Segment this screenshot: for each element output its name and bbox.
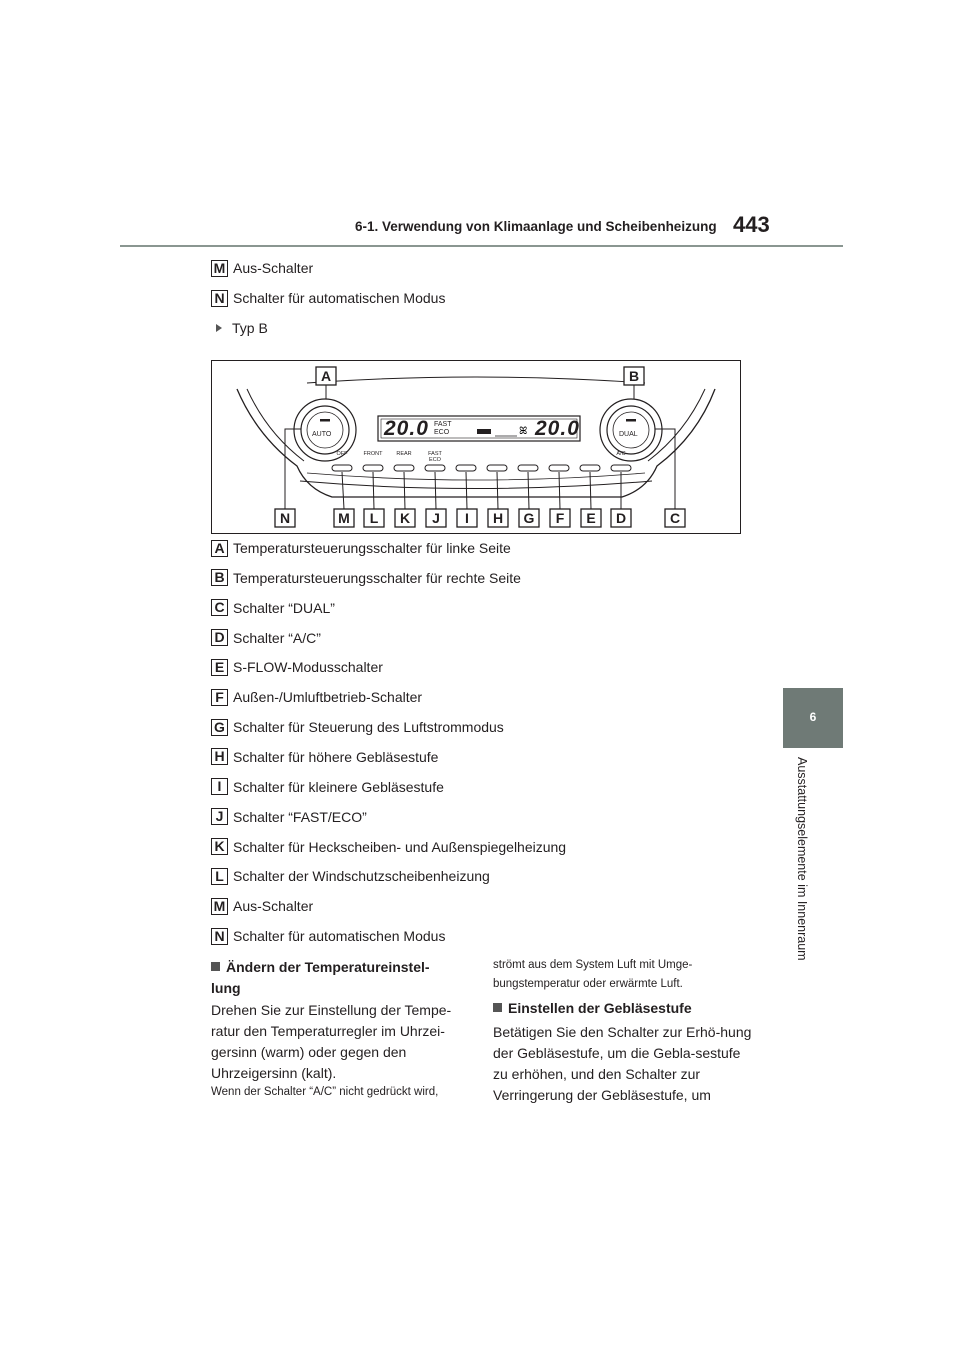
callout-leader bbox=[559, 472, 560, 509]
callout-letter: F bbox=[555, 510, 565, 526]
legend-item bbox=[211, 777, 444, 797]
key-badge: D bbox=[211, 629, 228, 646]
key-badge: N bbox=[211, 928, 228, 945]
legend-text: Schalter “A/C” bbox=[233, 629, 321, 646]
legend-text: Aus-Schalter bbox=[233, 898, 314, 915]
legend-text: Schalter der Windschutzscheibenheizung bbox=[233, 868, 490, 885]
panel-button bbox=[487, 465, 507, 471]
legend-item bbox=[211, 926, 445, 946]
key-badge: N bbox=[211, 290, 228, 307]
legend-text: Außen-/Umluftbetrieb-Schalter bbox=[233, 689, 423, 706]
panel-button bbox=[456, 465, 476, 471]
key-badge: H bbox=[211, 748, 228, 765]
chapter-number: 6 bbox=[809, 710, 817, 724]
panel-button bbox=[580, 465, 600, 471]
panel-button-label: FRONT bbox=[363, 451, 383, 457]
legend-text: Schalter für Steuerung des Luftstrommodus bbox=[233, 719, 504, 736]
callout-letter: M bbox=[338, 510, 350, 526]
panel-button bbox=[611, 465, 631, 471]
key-badge: M bbox=[211, 260, 228, 277]
section-heading: Einstellen der Gebläsestufe bbox=[493, 1000, 692, 1016]
legend-text: S-FLOW-Modusschalter bbox=[233, 659, 383, 676]
header-divider bbox=[120, 245, 843, 247]
callout-letter: I bbox=[465, 510, 469, 526]
legend-text: Temperatursteuerungsschalter für linke Seite bbox=[233, 540, 511, 556]
section-note-continued: strömt aus dem System Luft mit Umge-bungstemperatur oder erwärmte Luft. bbox=[493, 959, 693, 990]
list-item bbox=[211, 258, 313, 278]
climate-panel-illustration bbox=[212, 361, 740, 533]
panel-button bbox=[363, 465, 383, 471]
callout-leader bbox=[435, 472, 436, 509]
panel-button bbox=[332, 465, 352, 471]
key-badge: C bbox=[211, 599, 228, 616]
callout-letter: D bbox=[615, 510, 627, 526]
callout-letter: J bbox=[432, 510, 440, 526]
panel-button-label: OFF bbox=[336, 451, 348, 457]
top-callout-b: B bbox=[628, 368, 640, 384]
callout-letter: H bbox=[492, 510, 504, 526]
chapter-tab bbox=[783, 688, 843, 748]
panel-button-label: FAST ECO bbox=[428, 451, 442, 463]
triangle-bullet-icon bbox=[216, 324, 222, 332]
section-title: 6-1. Verwendung von Klimaanlage und Scheibenheizung bbox=[355, 219, 717, 234]
key-badge: I bbox=[211, 778, 228, 795]
callout-leader bbox=[497, 472, 498, 509]
callout-leader bbox=[404, 472, 405, 509]
svg-text:ꕤ: ꕤ bbox=[519, 426, 528, 437]
key-badge: M bbox=[211, 898, 228, 915]
legend-text: Schalter für automatischen Modus bbox=[233, 928, 446, 945]
legend-text: Schalter “DUAL” bbox=[233, 599, 335, 616]
panel-button bbox=[394, 465, 414, 471]
callout-letter: L bbox=[369, 510, 379, 526]
page-number: 443 bbox=[733, 212, 770, 237]
key-badge: K bbox=[211, 838, 228, 855]
callout-letter: C bbox=[669, 510, 681, 526]
key-badge: J bbox=[211, 808, 228, 825]
square-bullet-icon bbox=[211, 962, 220, 971]
type-heading bbox=[216, 320, 268, 336]
key-badge: G bbox=[211, 719, 228, 736]
panel-button-label: REAR bbox=[396, 451, 412, 457]
legend-item bbox=[211, 896, 313, 916]
key-badge: B bbox=[211, 569, 228, 586]
display-mode-label: FAST ECO bbox=[434, 421, 452, 436]
item-text: Schalter für automatischen Modus bbox=[233, 290, 446, 306]
key-badge: E bbox=[211, 659, 228, 676]
chapter-label: Ausstattungselemente im Innenraum bbox=[795, 757, 809, 961]
knob-label-dual: DUAL bbox=[619, 431, 638, 438]
panel-button bbox=[425, 465, 445, 471]
callout-leader bbox=[528, 472, 529, 509]
callout-leader bbox=[590, 472, 591, 509]
legend-text: Schalter für höhere Gebläsestufe bbox=[233, 748, 439, 765]
panel-button-label: A/C bbox=[616, 451, 626, 457]
temp-display-right: 20.0 bbox=[535, 417, 580, 440]
legend-item bbox=[211, 837, 566, 857]
callout-letter: K bbox=[399, 510, 411, 526]
square-bullet-icon bbox=[493, 1003, 502, 1012]
panel-button bbox=[518, 465, 538, 471]
callout-leader bbox=[342, 472, 344, 509]
list-item bbox=[211, 288, 445, 308]
key-badge: L bbox=[211, 868, 228, 885]
legend-item bbox=[211, 538, 511, 558]
temp-display-left: 20.0 bbox=[384, 417, 429, 440]
legend-item bbox=[211, 747, 438, 767]
legend-item bbox=[211, 807, 367, 827]
legend-item bbox=[211, 717, 504, 737]
key-badge: A bbox=[211, 540, 228, 557]
callout-letter: E bbox=[586, 510, 596, 526]
section-heading: Ändern der Temperatureinstel- lung bbox=[211, 959, 430, 996]
top-callout-a: A bbox=[320, 368, 332, 384]
section-note: Wenn der Schalter “A/C” nicht gedrückt wird, bbox=[211, 1086, 439, 1098]
callout-letter: N bbox=[279, 510, 291, 526]
legend-item bbox=[211, 628, 321, 648]
callout-leader bbox=[466, 472, 467, 509]
legend-item bbox=[211, 866, 490, 886]
callout-letter: G bbox=[523, 510, 535, 526]
type-label: Typ B bbox=[232, 320, 268, 336]
control-panel-figure bbox=[211, 360, 741, 534]
section-body: Drehen Sie zur Einstellung der Tempe-ratur den Temperaturregler im Uhrzei-gersinn (warm) oder gegen den Uhrzeigersinn (kalt). bbox=[211, 1002, 452, 1081]
legend-text: Schalter für kleinere Gebläsestufe bbox=[233, 778, 444, 795]
legend-item bbox=[211, 598, 335, 618]
key-badge: F bbox=[211, 689, 228, 706]
item-text: Aus-Schalter bbox=[233, 260, 314, 276]
section-body: Betätigen Sie den Schalter zur Erhö-hung der Gebläsestufe, um die Gebla-sestufe zu erhöhen, und den Schalter zur Verringerung der Gebläsestufe, um bbox=[493, 1024, 752, 1103]
legend-item bbox=[211, 687, 422, 707]
knob-label-auto: AUTO bbox=[312, 431, 332, 438]
legend-text: Temperatursteuerungsschalter für rechte Seite bbox=[233, 569, 521, 586]
legend-text: Schalter “FAST/ECO” bbox=[233, 808, 367, 825]
panel-button bbox=[549, 465, 569, 471]
legend-item bbox=[211, 657, 383, 677]
legend-item bbox=[211, 568, 521, 588]
legend-text: Schalter für Heckscheiben- und Außenspiegelheizung bbox=[233, 838, 567, 855]
